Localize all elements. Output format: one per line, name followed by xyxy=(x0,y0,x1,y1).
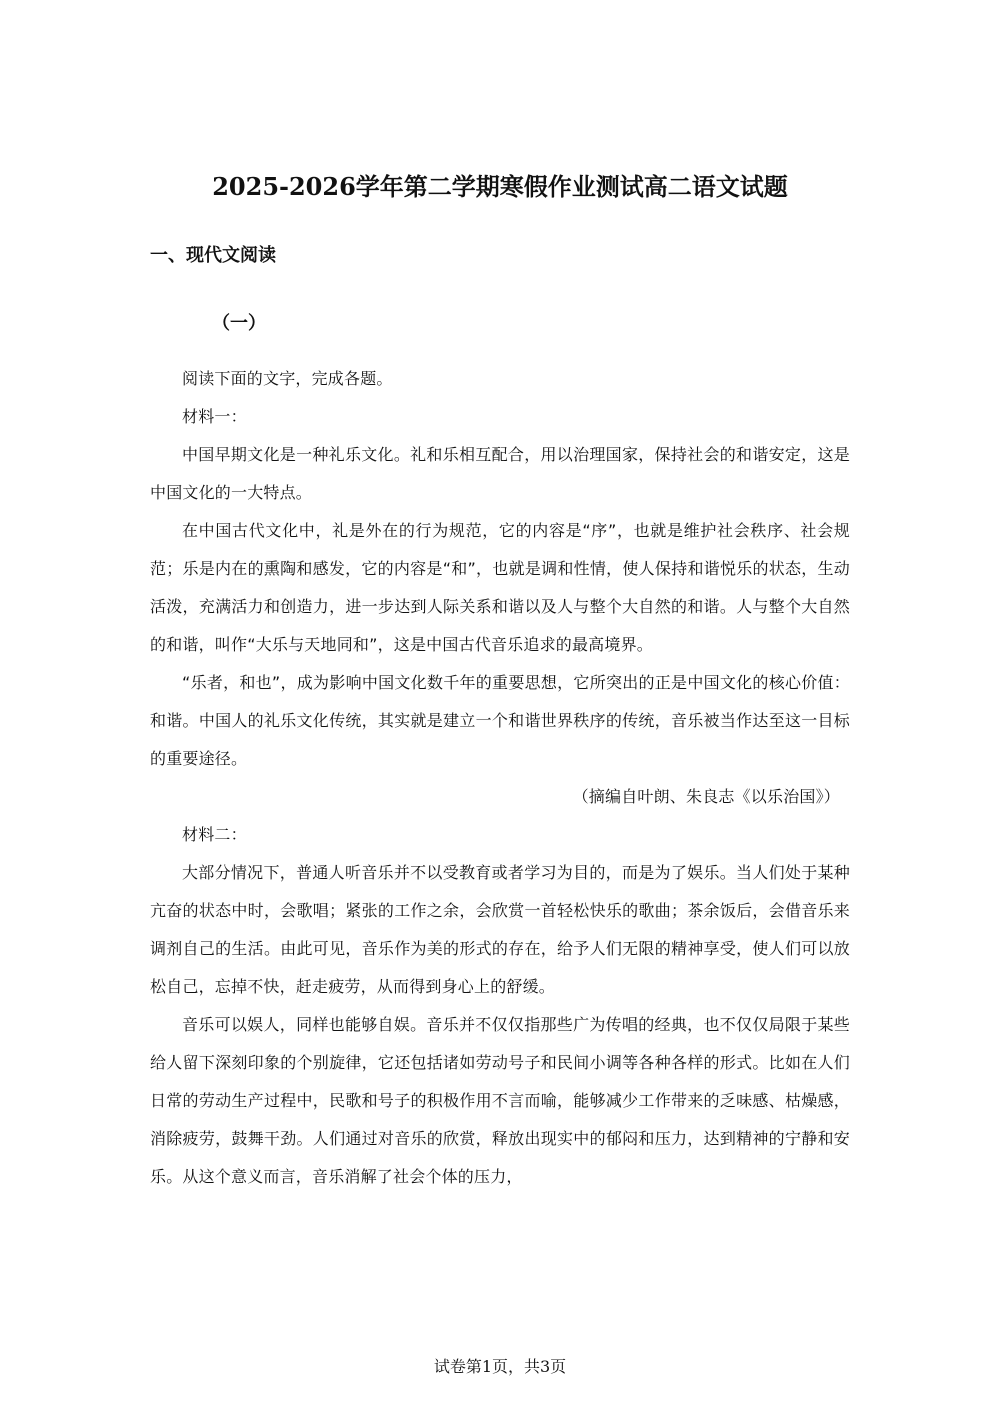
passage-paragraph: 大部分情况下，普通人听音乐并不以受教育或者学习为目的，而是为了娱乐。当人们处于某种亢奋的状态中时，会歌唱；紧张的工作之余，会欣赏一首轻松快乐的歌曲；茶余饭后，会借音乐来调剂自己的生活。由此可见，音乐作为美的形式的存在，给予人们无限的精神享受，使人们可以放松自己，忘掉不快，赶走疲劳，从而得到身心上的舒缓。 xyxy=(150,863,850,996)
source-citation: （摘编自叶朗、朱良志《以乐治国》） xyxy=(572,787,840,806)
passage-paragraph: 音乐可以娱人，同样也能够自娱。音乐并不仅仅指那些广为传唱的经典，也不仅仅局限于某些给人留下深刻印象的个别旋律，它还包括诸如劳动号子和民间小调等各种各样的形式。比如在人们日常的劳动生产过程中，民歌和号子的积极作用不言而喻，能够减少工作带来的乏味感、枯燥感，消除疲劳，鼓舞干劲。人们通过对音乐的欣赏，释放出现实中的郁闷和压力，达到精神的宁静和安乐。从这个意义而言，音乐消解了社会个体的压力， xyxy=(150,1015,850,1186)
passage-paragraph: 在中国古代文化中，礼是外在的行为规范，它的内容是“序”，也就是维护社会秩序、社会规范；乐是内在的熏陶和感发，它的内容是“和”，也就是调和性情，使人保持和谐悦乐的状态，生动活泼，充满活力和创造力，进一步达到人际关系和谐以及人与整个大自然的和谐。人与整个大自然的和谐，叫作“大乐与天地同和”，这是中国古代音乐追求的最高境界。 xyxy=(150,521,850,654)
material-two-label: 材料二： xyxy=(182,825,247,844)
instruction-paragraph: 阅读下面的文字，完成各题。 xyxy=(182,369,393,388)
reading-passage xyxy=(150,360,850,1196)
exam-title: 2025-2026学年第二学期寒假作业测试高二语文试题 xyxy=(212,172,788,201)
section-heading: 一、现代文阅读 xyxy=(150,245,276,266)
passage-paragraph: 中国早期文化是一种礼乐文化。礼和乐相互配合，用以治理国家，保持社会的和谐安定，这是中国文化的一大特点。 xyxy=(150,445,850,502)
subsection-heading: （一） xyxy=(212,313,266,334)
material-one-label: 材料一： xyxy=(182,407,247,426)
passage-paragraph: “乐者，和也”，成为影响中国文化数千年的重要思想，它所突出的正是中国文化的核心价值：和谐。中国人的礼乐文化传统，其实就是建立一个和谐世界秩序的传统，音乐被当作达至这一目标的重要途径。 xyxy=(150,673,850,768)
page-footer: 试卷第1页，共3页 xyxy=(433,1357,567,1376)
